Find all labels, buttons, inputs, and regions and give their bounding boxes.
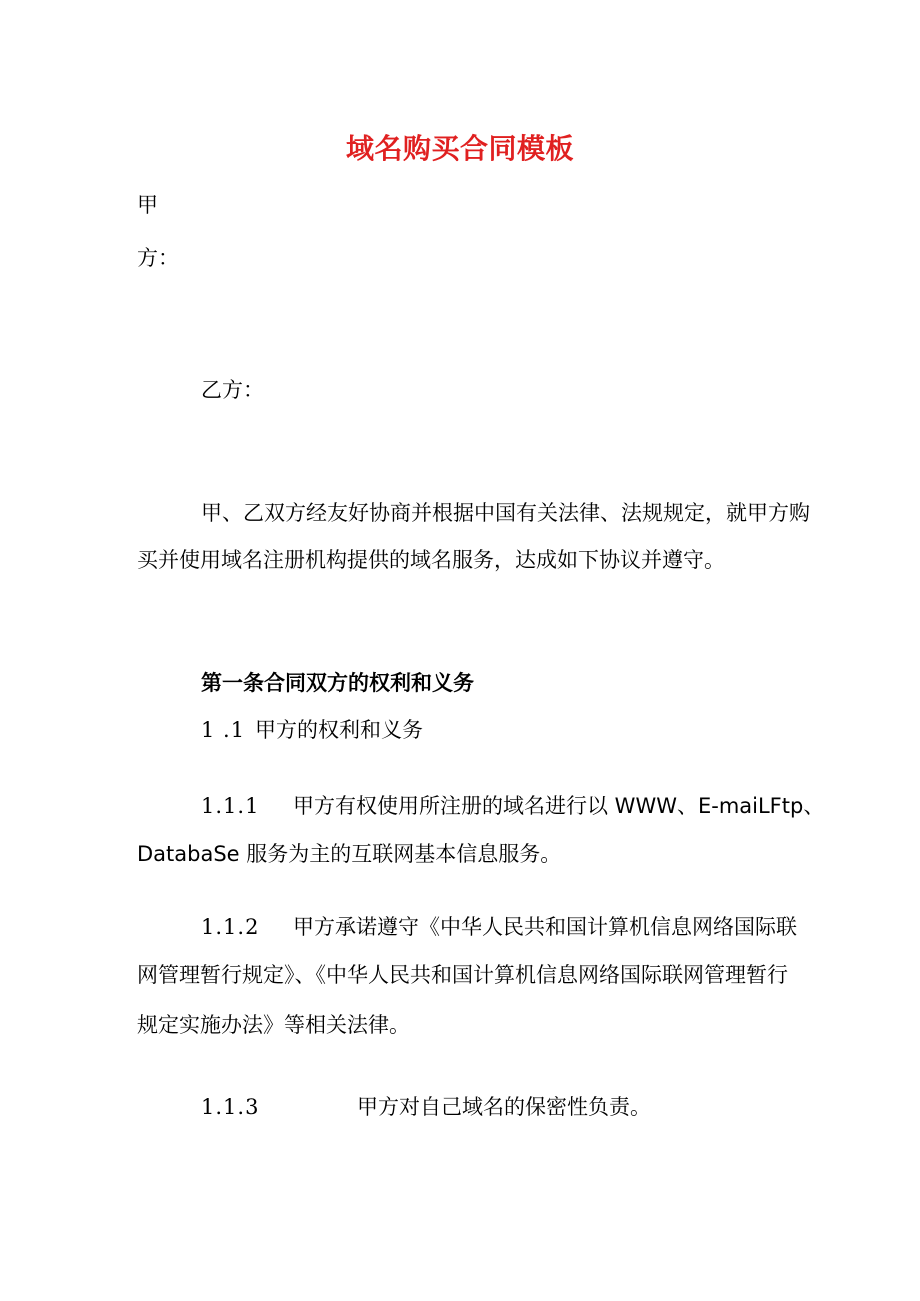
document-title: 域名购买合同模板 xyxy=(345,132,574,165)
clause-1-1-1-line2: DatabaSe 服务为主的互联网基本信息服务。 xyxy=(137,842,562,866)
section-1-1-title: 甲方的权利和义务 xyxy=(255,718,423,742)
clause-1-1-3-text: 甲方对自己域名的保密性负责。 xyxy=(357,1095,651,1119)
clause-1-1-2-line2: 网管理暂行规定》、《中华人民共和国计算机信息网络国际联网管理暂行 xyxy=(137,963,788,987)
clause-1-1-2-line3: 规定实施办法》等相关法律。 xyxy=(137,1013,410,1037)
intro-paragraph-line1: 甲、乙双方经友好协商并根据中国有关法律、法规规定，就甲方购 xyxy=(201,501,810,525)
intro-paragraph-line2: 买并使用域名注册机构提供的域名服务，达成如下协议并遵守。 xyxy=(137,548,725,572)
party-b-label: 乙方： xyxy=(201,378,264,402)
clause-1-1-3-number: 1.1.3 xyxy=(201,1095,260,1119)
clause-1-1-1-number: 1.1.1 xyxy=(201,794,260,818)
clause-1-1-1-line1: 甲方有权使用所注册的域名进行以 WWW、E-maiLFtp、 xyxy=(293,794,825,818)
article-1-heading: 第一条合同双方的权利和义务 xyxy=(201,671,474,695)
party-a-label-line1: 甲 xyxy=(137,193,158,217)
clause-1-1-2-number: 1.1.2 xyxy=(201,915,260,939)
party-a-label-line2: 方： xyxy=(137,246,179,270)
clause-1-1-2-line1: 甲方承诺遵守《中华人民共和国计算机信息网络国际联 xyxy=(293,915,797,939)
section-1-1-number: 1 .1 xyxy=(201,718,246,742)
